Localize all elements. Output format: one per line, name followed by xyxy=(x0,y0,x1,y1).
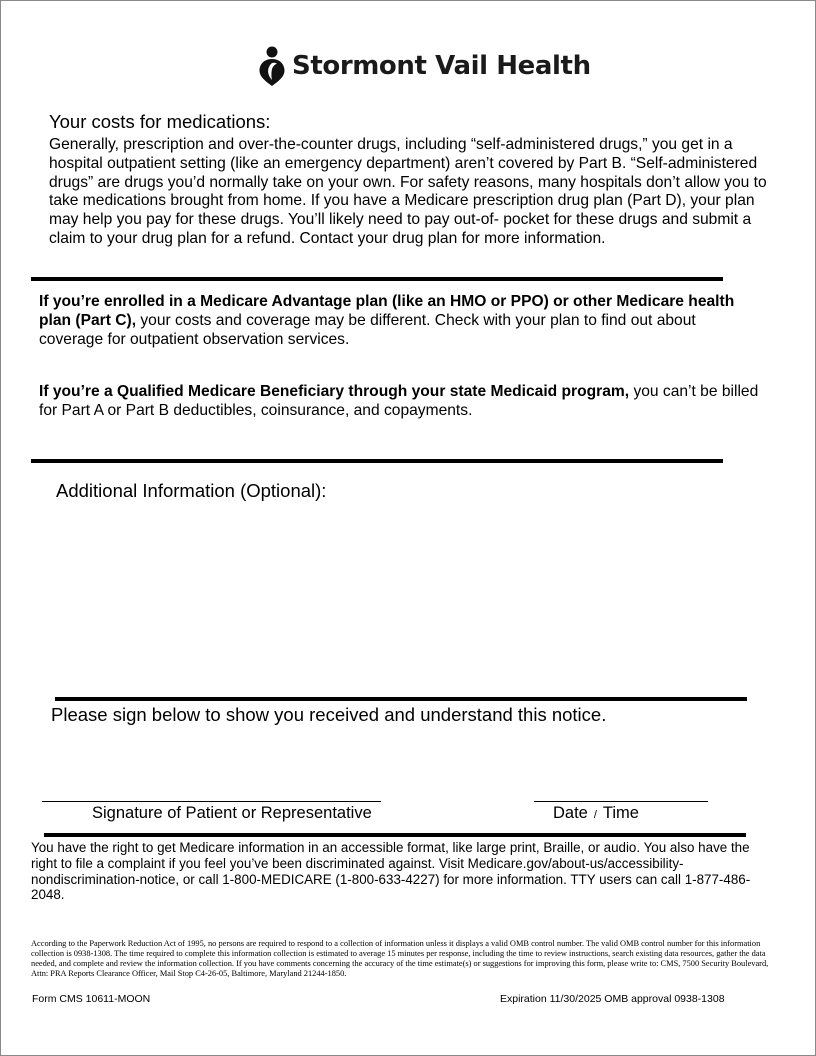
signature-line[interactable] xyxy=(42,801,381,802)
qmb-bold-text: If you’re a Qualified Medicare Beneficiary through your state Medicaid program, xyxy=(39,383,630,400)
section-divider xyxy=(55,697,747,701)
person-drop-logo-icon xyxy=(258,46,286,86)
qmb-text: you can’t be billed for Part A or Part B deductibles, coinsurance, and copayments. xyxy=(39,383,759,419)
brand-header xyxy=(258,46,591,86)
date-time-line[interactable] xyxy=(534,801,708,802)
section-divider xyxy=(31,459,723,463)
time-label: Time xyxy=(602,804,639,822)
form-id: Form CMS 10611-MOON xyxy=(32,993,151,1005)
signature-label: Signature of Patient or Representative xyxy=(92,804,372,822)
costs-paragraph: Generally, prescription and over-the-counter drugs, including “self-administered drugs,” you get in a hospital outpatient setting (like an emergency department) aren’t covered by Part B. “Self-administered drugs” are drugs you’d normally take on your own. For safety reasons, many hospitals don’t allow you to take medications brought from home. If you have a Medicare prescription drug plan (Part D), your plan may help you pay for these drugs. You’ll likely need to pay out-of- pocket for these drugs and submit a claim to your drug plan for a refund. Contact your drug plan for more information. xyxy=(49,136,767,247)
advantage-bold-text: If you’re enrolled in a Medicare Advantage plan (like an HMO or PPO) or other Medicare health plan (Part C), xyxy=(39,293,735,329)
paperwork-reduction-notice: According to the Paperwork Reduction Act of 1995, no persons are required to respond to a collection of information unless it displays a valid OMB control number. The valid OMB control number for this information collection is 0938-1308. The time required to complete this information collection is estimated to average 15 minutes per response, including the time to review instructions, search existing data resources, gather the data needed, and complete and review the information collection. If you have comments concerning the accuracy of the time estimate(s) or suggestions for improving this form, please write to: CMS, 7500 Security Boulevard, Attn: PRA Reports Clearance Officer, Mail Stop C4-26-05, Baltimore, Maryland 21244-1850. xyxy=(31,939,769,978)
costs-heading: Your costs for medications: xyxy=(49,111,271,132)
rights-notice: You have the right to get Medicare information in an accessible format, like large print, Braille, or audio. You also have the right to file a complaint if you feel you’ve been discriminated against. Visit Medicare.gov/about-us/accessibility-nondiscrimination-notice, or call 1-800-MEDICARE (1-800-633-4227) for more information. TTY users can call 1-877-486-2048. xyxy=(31,840,751,903)
section-divider xyxy=(31,277,723,281)
expiration-info: Expiration 11/30/2025 OMB approval 0938-1308 xyxy=(500,993,725,1005)
additional-info-area[interactable] xyxy=(50,508,750,690)
date-separator: / xyxy=(593,809,597,821)
sign-instruction: Please sign below to show you received and understand this notice. xyxy=(51,704,607,725)
additional-info-heading: Additional Information (Optional): xyxy=(56,480,327,501)
brand-name: Stormont Vail Health xyxy=(292,51,591,81)
date-time-label xyxy=(553,804,639,823)
advantage-paragraph xyxy=(39,293,764,349)
advantage-text: your costs and coverage may be different. Check with your plan to find out about coverage for outpatient observation services. xyxy=(39,311,696,348)
section-divider xyxy=(44,833,746,837)
qmb-paragraph xyxy=(39,383,764,421)
date-label: Date xyxy=(553,804,588,822)
